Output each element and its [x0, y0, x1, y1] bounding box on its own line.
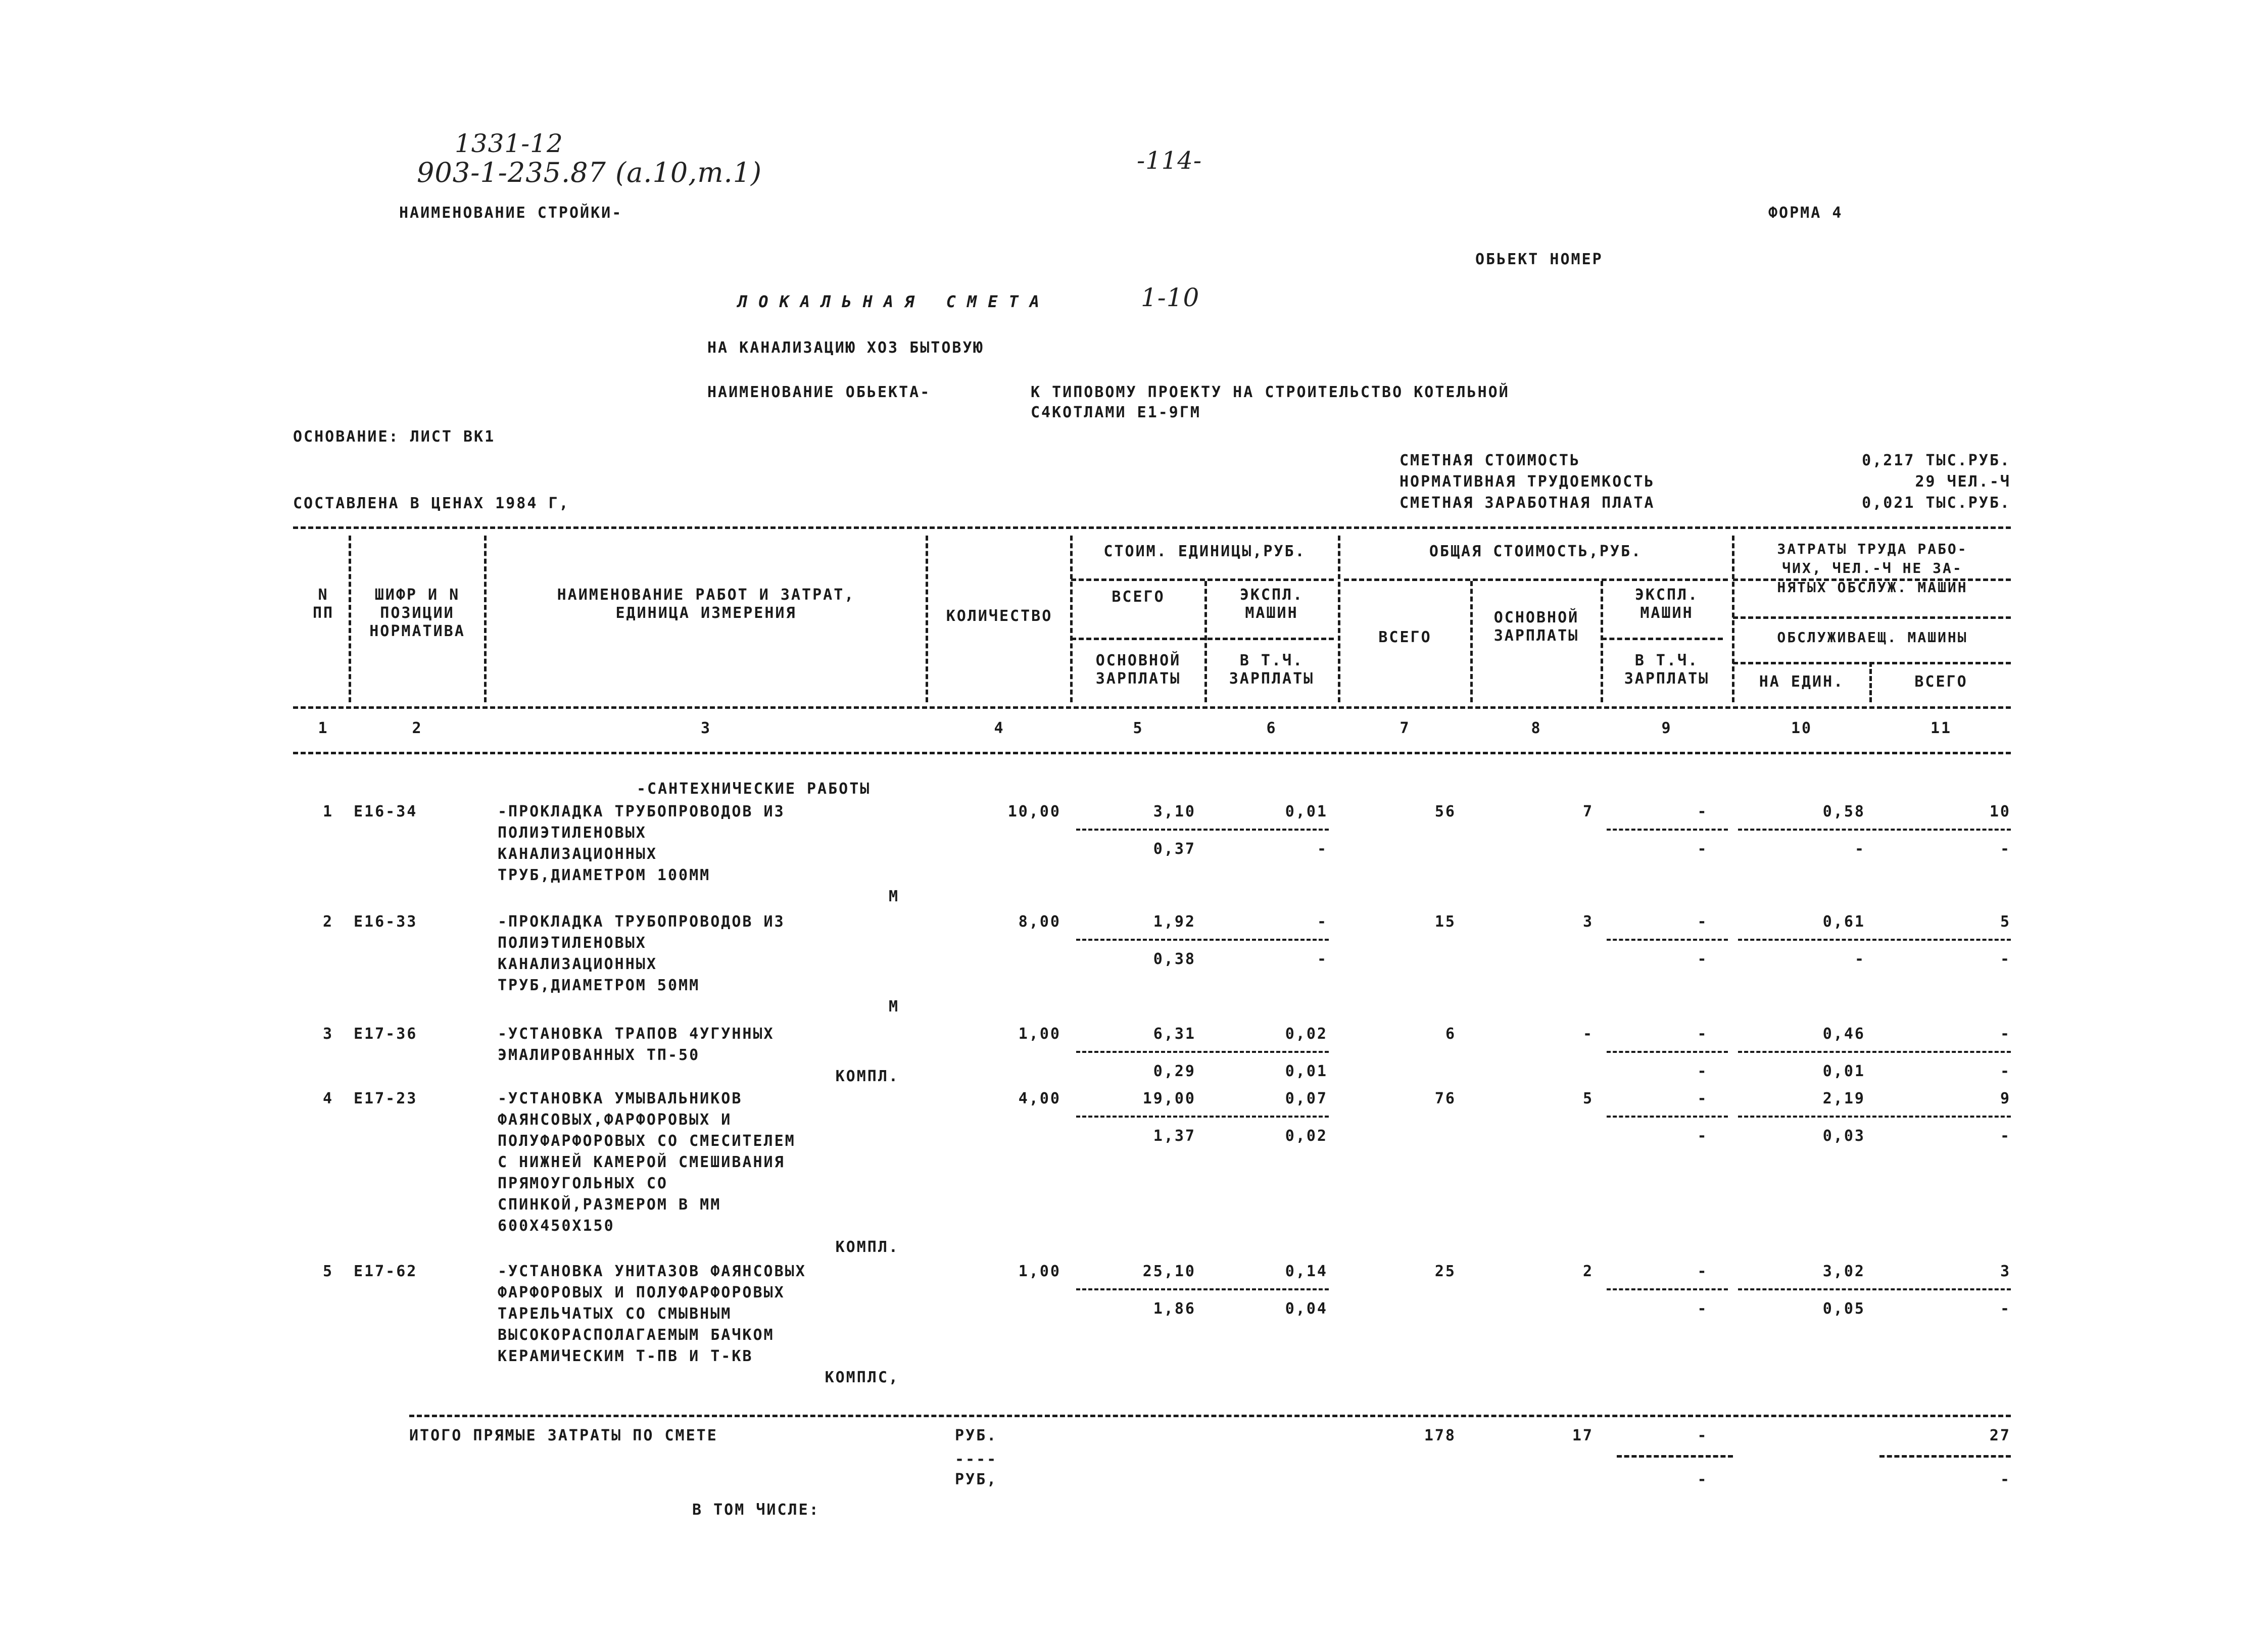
row-qty: 10,00 — [1007, 803, 1061, 820]
row-num: 3 — [322, 1025, 333, 1043]
colnum-6: 6 — [1266, 719, 1277, 737]
row-labor-rule — [1738, 939, 2011, 941]
handwritten-estimate-number: 1-10 — [1141, 283, 1200, 312]
row-unit-total: 1,92 — [1153, 913, 1196, 931]
row-unit-rule — [1076, 1288, 1329, 1290]
header-total-cost: ОБЩАЯ СТОИМОСТЬ,РУБ. — [1429, 543, 1643, 560]
row-unit-wages: 1,86 — [1153, 1300, 1196, 1318]
row-labor-serv-total: - — [2000, 1300, 2011, 1318]
row-total-machines: - — [1697, 1263, 1708, 1280]
row-qty: 4,00 — [1018, 1090, 1061, 1107]
row-unit-total: 25,10 — [1142, 1263, 1196, 1280]
row-machines-rule — [1607, 829, 1728, 831]
row-code: Е16-34 — [354, 803, 418, 820]
row-machines-rule — [1607, 939, 1728, 941]
header-qty: КОЛИЧЕСТВО — [946, 607, 1053, 625]
row-total-wages: 2 — [1582, 1263, 1594, 1280]
row-labor-rule — [1738, 1288, 2011, 1290]
row-unit: КОМПЛС, — [825, 1369, 899, 1386]
row-name-line: -ПРОКЛАДКА ТРУБОПРОВОДОВ ИЗ — [498, 803, 785, 820]
object-name-line1: К ТИПОВОМУ ПРОЕКТУ НА СТРОИТЕЛЬСТВО КОТЕЛЬНОЙ — [1031, 383, 1510, 401]
row-total-wages: 7 — [1582, 803, 1594, 820]
page-title: ЛОКАЛЬНАЯ СМЕТА — [738, 292, 1050, 311]
header-code: ШИФР И N ПОЗИЦИИ НОРМАТИВА — [369, 586, 465, 640]
row-name-line: КАНАЛИЗАЦИОННЫХ — [498, 955, 657, 973]
summary-value-labor: 29 ЧЕЛ.-Ч — [1915, 473, 2011, 491]
summary-value-wages: 0,021 ТЫС.РУБ. — [1862, 494, 2011, 512]
row-labor-serv-total: - — [2000, 1063, 2011, 1080]
object-name-line2: С4КОТЛАМИ Е1-9ГМ — [1031, 404, 1201, 421]
row-unit: М — [888, 888, 899, 905]
row-num: 5 — [322, 1263, 333, 1280]
labor-subrule-2 — [1733, 616, 2011, 619]
row-name-line: ПРЯМОУГОЛЬНЫХ СО — [498, 1175, 668, 1192]
totals-currency: РУБ. — [955, 1427, 998, 1444]
total-cost-subrule — [1344, 578, 1728, 581]
header-num: N ПП — [312, 586, 334, 622]
row-unit-rule — [1076, 939, 1329, 941]
row-labor-unit: 0,61 — [1822, 913, 1865, 931]
row-total-incl: - — [1697, 1127, 1708, 1145]
row-unit: КОМПЛ. — [835, 1238, 899, 1256]
table-top-rule — [293, 526, 2011, 529]
row-name-line: ПОЛИЭТИЛЕНОВЫХ — [498, 934, 647, 952]
header-name: НАИМЕНОВАНИЕ РАБОТ И ЗАТРАТ, ЕДИНИЦА ИЗМЕРЕНИЯ — [557, 586, 855, 622]
row-unit-machines: 0,02 — [1285, 1025, 1328, 1043]
row-machines-rule — [1607, 1116, 1728, 1118]
construction-label: НАИМЕНОВАНИЕ СТРОЙКИ- — [399, 204, 623, 222]
row-unit-rule — [1076, 829, 1329, 831]
row-total-machines: - — [1697, 1090, 1708, 1107]
labor-subrule-3 — [1733, 662, 2011, 664]
totals-total-wages: 17 — [1572, 1427, 1594, 1444]
colnum-3: 3 — [700, 719, 712, 737]
row-name-line: -ПРОКЛАДКА ТРУБОПРОВОДОВ ИЗ — [498, 913, 785, 931]
summary-label-labor: НОРМАТИВНАЯ ТРУДОЕМКОСТЬ — [1400, 473, 1655, 491]
object-number-label: ОБЬЕКТ НОМЕР — [1475, 251, 1603, 268]
row-name-line: ВЫСОКОРАСПОЛАГАЕМЫМ БАЧКОМ — [498, 1326, 775, 1344]
row-unit-rule — [1076, 1051, 1329, 1053]
row-unit-machines: 0,07 — [1285, 1090, 1328, 1107]
row-labor-total: 10 — [1989, 803, 2011, 820]
table-colnum-rule — [293, 752, 2011, 754]
row-total-wages: 3 — [1582, 913, 1594, 931]
row-labor-unit: 3,02 — [1822, 1263, 1865, 1280]
row-labor-serv-unit: 0,01 — [1822, 1063, 1865, 1080]
row-unit-total: 6,31 — [1153, 1025, 1196, 1043]
row-total-wages: - — [1582, 1025, 1594, 1043]
row-name-line: ФАРФОРОВЫХ И ПОЛУФАРФОРОВЫХ — [498, 1284, 785, 1301]
handwritten-code-line1: 1331-12 — [455, 129, 563, 158]
row-name-line: -УСТАНОВКА УНИТАЗОВ ФАЯНСОВЫХ — [498, 1263, 806, 1280]
row-total-incl: - — [1697, 1300, 1708, 1318]
row-unit: М — [888, 998, 899, 1016]
colnum-7: 7 — [1400, 719, 1411, 737]
row-labor-unit: 0,58 — [1822, 803, 1865, 820]
page-subtitle: НА КАНАЛИЗАЦИЮ ХОЗ БЫТОВУЮ — [707, 339, 984, 357]
row-unit-machines: - — [1317, 913, 1328, 931]
basis-label: ОСНОВАНИЕ: ЛИСТ ВК1 — [293, 428, 496, 446]
header-total-wages: ОСНОВНОЙ ЗАРПЛАТЫ — [1493, 609, 1579, 645]
row-machines-rule — [1607, 1288, 1728, 1290]
row-unit-wages: 1,37 — [1153, 1127, 1196, 1145]
row-name-line: ПОЛИЭТИЛЕНОВЫХ — [498, 824, 647, 842]
row-unit-wages: 0,38 — [1153, 950, 1196, 968]
row-name-line: ПОЛУФАРФОРОВЫХ СО СМЕСИТЕЛЕМ — [498, 1132, 796, 1150]
handwritten-code-line2: 903-1-235.87 (а.10,т.1) — [417, 157, 762, 188]
row-labor-total: 5 — [2000, 913, 2011, 931]
row-total-all: 15 — [1434, 913, 1456, 931]
row-unit-total: 19,00 — [1142, 1090, 1196, 1107]
prices-label: СОСТАВЛЕНА В ЦЕНАХ 1984 Г, — [293, 495, 570, 512]
row-unit-machines: 0,01 — [1285, 803, 1328, 820]
colnum-8: 8 — [1531, 719, 1542, 737]
row-unit-rule — [1076, 1116, 1329, 1118]
header-unit-incl: В Т.Ч. ЗАРПЛАТЫ — [1229, 652, 1315, 688]
totals-label: ИТОГО ПРЯМЫЕ ЗАТРАТЫ ПО СМЕТЕ — [409, 1427, 718, 1444]
totals-top-rule — [409, 1415, 2011, 1417]
row-unit-total: 3,10 — [1153, 803, 1196, 820]
row-unit-incl: 0,01 — [1285, 1063, 1328, 1080]
colnum-11: 11 — [1930, 719, 1952, 737]
row-total-all: 56 — [1434, 803, 1456, 820]
row-code: Е17-36 — [354, 1025, 418, 1043]
header-unit-wages: ОСНОВНОЙ ЗАРПЛАТЫ — [1095, 652, 1181, 688]
row-total-incl: - — [1697, 1063, 1708, 1080]
row-labor-unit: 2,19 — [1822, 1090, 1865, 1107]
total-machines-subrule — [1602, 638, 1723, 640]
totals-separator: ---- — [955, 1451, 998, 1468]
including-label: В ТОМ ЧИСЛЕ: — [692, 1501, 820, 1519]
header-total-incl: В Т.Ч. ЗАРПЛАТЫ — [1624, 652, 1710, 688]
row-name-line: ЭМАЛИРОВАННЫХ ТП-50 — [498, 1046, 700, 1064]
header-labor-unit: НА ЕДИН. — [1759, 673, 1845, 691]
row-name-line: КЕРАМИЧЕСКИМ Т-ПВ И Т-КВ — [498, 1347, 753, 1365]
colnum-5: 5 — [1133, 719, 1144, 737]
row-qty: 1,00 — [1018, 1025, 1061, 1043]
row-labor-serv-total: - — [2000, 1127, 2011, 1145]
col-sep-2 — [484, 536, 487, 702]
totals-total-all: 178 — [1424, 1427, 1456, 1444]
colnum-10: 10 — [1791, 719, 1813, 737]
row-total-all: 76 — [1434, 1090, 1456, 1107]
header-unit-cost: СТОИМ. ЕДИНИЦЫ,РУБ. — [1103, 543, 1306, 560]
row-unit-incl: 0,04 — [1285, 1300, 1328, 1318]
row-total-machines: - — [1697, 913, 1708, 931]
header-unit-total: ВСЕГО — [1112, 588, 1165, 606]
row-labor-serv-total: - — [2000, 950, 2011, 968]
totals-machines-rule — [1617, 1455, 1733, 1458]
row-code: Е16-33 — [354, 913, 418, 931]
header-unit-machines: ЭКСПЛ. МАШИН — [1239, 586, 1304, 622]
totals-labor-rule — [1879, 1455, 2011, 1458]
row-name-line: ТАРЕЛЬЧАТЫХ СО СМЫВНЫМ — [498, 1305, 732, 1323]
totals-second-machines: - — [1697, 1471, 1708, 1488]
row-total-incl: - — [1697, 950, 1708, 968]
colnum-2: 2 — [412, 719, 423, 737]
row-total-machines: - — [1697, 1025, 1708, 1043]
object-name-label: НАИМЕНОВАНИЕ ОБЬЕКТА- — [707, 383, 931, 401]
row-labor-rule — [1738, 1116, 2011, 1118]
header-total-all: ВСЕГО — [1378, 629, 1432, 646]
summary-value-cost: 0,217 ТЫС.РУБ. — [1862, 452, 2011, 469]
handwritten-page-number: -114- — [1137, 147, 1202, 175]
row-name-line: -УСТАНОВКА УМЫВАЛЬНИКОВ — [498, 1090, 743, 1107]
row-total-incl: - — [1697, 840, 1708, 858]
row-labor-serv-unit: 0,05 — [1822, 1300, 1865, 1318]
row-unit-wages: 0,29 — [1153, 1063, 1196, 1080]
row-total-all: 6 — [1445, 1025, 1456, 1043]
row-labor-total: 9 — [2000, 1090, 2011, 1107]
row-labor-serv-total: - — [2000, 840, 2011, 858]
header-labor-all: ВСЕГО — [1914, 673, 1968, 691]
row-labor-serv-unit: 0,03 — [1822, 1127, 1865, 1145]
totals-total-machines: - — [1697, 1427, 1708, 1444]
row-total-wages: 5 — [1582, 1090, 1594, 1107]
section-title: -САНТЕХНИЧЕСКИЕ РАБОТЫ — [637, 780, 871, 798]
row-unit-machines: 0,14 — [1285, 1263, 1328, 1280]
row-labor-total: 3 — [2000, 1263, 2011, 1280]
table-header-rule — [293, 706, 2011, 709]
row-name-line: ТРУБ,ДИАМЕТРОМ 50ММ — [498, 977, 700, 994]
summary-label-cost: СМЕТНАЯ СТОИМОСТЬ — [1400, 452, 1581, 469]
row-name-line: С НИЖНЕЙ КАМЕРОЙ СМЕШИВАНИЯ — [498, 1153, 785, 1171]
row-total-all: 25 — [1434, 1263, 1456, 1280]
totals-second-currency: РУБ, — [955, 1471, 998, 1488]
row-num: 1 — [322, 803, 333, 820]
row-machines-rule — [1607, 1051, 1728, 1053]
unit-cost-subrule-2 — [1071, 638, 1334, 640]
header-labor: ЗАТРАТЫ ТРУДА РАБО- ЧИХ, ЧЕЛ.-Ч НЕ ЗА- НЯТЫХ ОБСЛУЖ. МАШИН — [1777, 541, 1968, 596]
colnum-9: 9 — [1661, 719, 1672, 737]
row-name-line: -УСТАНОВКА ТРАПОВ 4УГУННЫХ — [498, 1025, 775, 1043]
row-name-line: ФАЯНСОВЫХ,ФАРФОРОВЫХ И — [498, 1111, 732, 1129]
summary-label-wages: СМЕТНАЯ ЗАРАБОТНАЯ ПЛАТА — [1400, 494, 1655, 512]
row-unit-incl: - — [1317, 840, 1328, 858]
totals-second-labor: - — [2000, 1471, 2011, 1488]
row-labor-total: - — [2000, 1025, 2011, 1043]
row-name-line: ТРУБ,ДИАМЕТРОМ 100ММ — [498, 866, 711, 884]
row-unit-incl: - — [1317, 950, 1328, 968]
header-total-machines: ЭКСПЛ. МАШИН — [1634, 586, 1699, 622]
row-unit: КОМПЛ. — [835, 1068, 899, 1085]
row-qty: 1,00 — [1018, 1263, 1061, 1280]
row-name-line: 600Х450Х150 — [498, 1217, 615, 1235]
row-labor-rule — [1738, 1051, 2011, 1053]
row-total-machines: - — [1697, 803, 1708, 820]
colnum-4: 4 — [994, 719, 1005, 737]
row-name-line: КАНАЛИЗАЦИОННЫХ — [498, 845, 657, 863]
row-labor-unit: 0,46 — [1822, 1025, 1865, 1043]
totals-labor-total: 27 — [1989, 1427, 2011, 1444]
row-unit-incl: 0,02 — [1285, 1127, 1328, 1145]
row-code: Е17-62 — [354, 1263, 418, 1280]
row-qty: 8,00 — [1018, 913, 1061, 931]
row-labor-rule — [1738, 829, 2011, 831]
form-label: ФОРМА 4 — [1768, 204, 1843, 222]
row-code: Е17-23 — [354, 1090, 418, 1107]
row-unit-wages: 0,37 — [1153, 840, 1196, 858]
row-num: 2 — [322, 913, 333, 931]
unit-cost-subrule — [1071, 578, 1334, 581]
row-labor-serv-unit: - — [1854, 840, 1865, 858]
header-labor-serv: ОБСЛУЖИВАЕЩ. МАШИНЫ — [1777, 629, 1968, 646]
row-num: 4 — [322, 1090, 333, 1107]
colnum-1: 1 — [318, 719, 329, 737]
row-name-line: СПИНКОЙ,РАЗМЕРОМ В ММ — [498, 1196, 721, 1214]
col-sep-3 — [926, 536, 928, 702]
row-labor-serv-unit: - — [1854, 950, 1865, 968]
